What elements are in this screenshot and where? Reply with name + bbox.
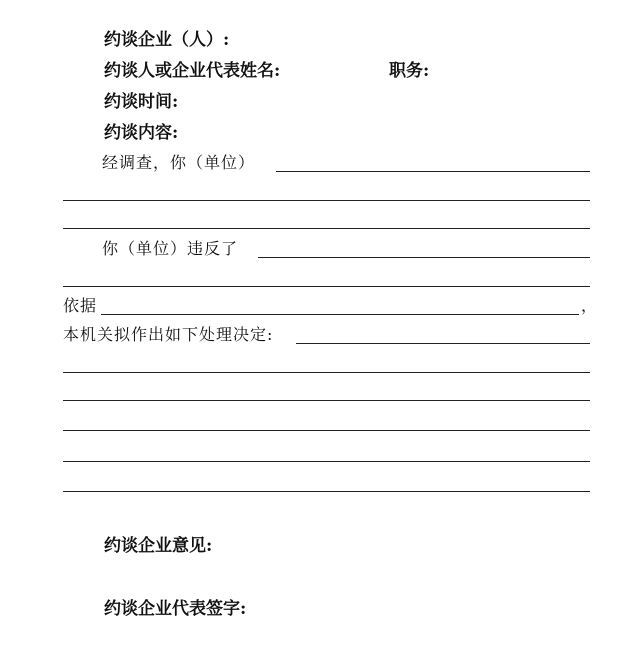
- enterprise-label: 约谈企业（人）:: [104, 30, 230, 50]
- basis-prefix: 依据: [63, 296, 98, 315]
- investigation-fill-line-2: [63, 200, 590, 201]
- violation-fill-line: [258, 257, 590, 258]
- enterprise-opinion-label: 约谈企业意见:: [104, 536, 213, 556]
- basis-fill-line: [101, 314, 579, 315]
- violation-fill-line-2: [63, 286, 590, 287]
- decision-fill-line-5: [63, 461, 590, 462]
- investigation-fill-line: [276, 171, 590, 172]
- violation-prefix: 你（单位）违反了: [102, 239, 239, 258]
- basis-suffix: ，: [581, 296, 599, 315]
- interview-content-label: 约谈内容:: [104, 123, 179, 143]
- decision-fill-line: [296, 343, 590, 344]
- decision-fill-line-6: [63, 491, 590, 492]
- decision-fill-line-4: [63, 430, 590, 431]
- representative-signature-label: 约谈企业代表签字:: [104, 599, 247, 619]
- decision-fill-line-2: [63, 372, 590, 373]
- position-label: 职务:: [389, 61, 430, 81]
- decision-prefix: 本机关拟作出如下处理决定:: [63, 325, 274, 344]
- decision-fill-line-3: [63, 400, 590, 401]
- investigation-prefix: 经调查，你（单位）: [102, 153, 256, 172]
- investigation-fill-line-3: [63, 228, 590, 229]
- representative-name-label: 约谈人或企业代表姓名:: [104, 61, 281, 81]
- interview-time-label: 约谈时间:: [104, 92, 179, 112]
